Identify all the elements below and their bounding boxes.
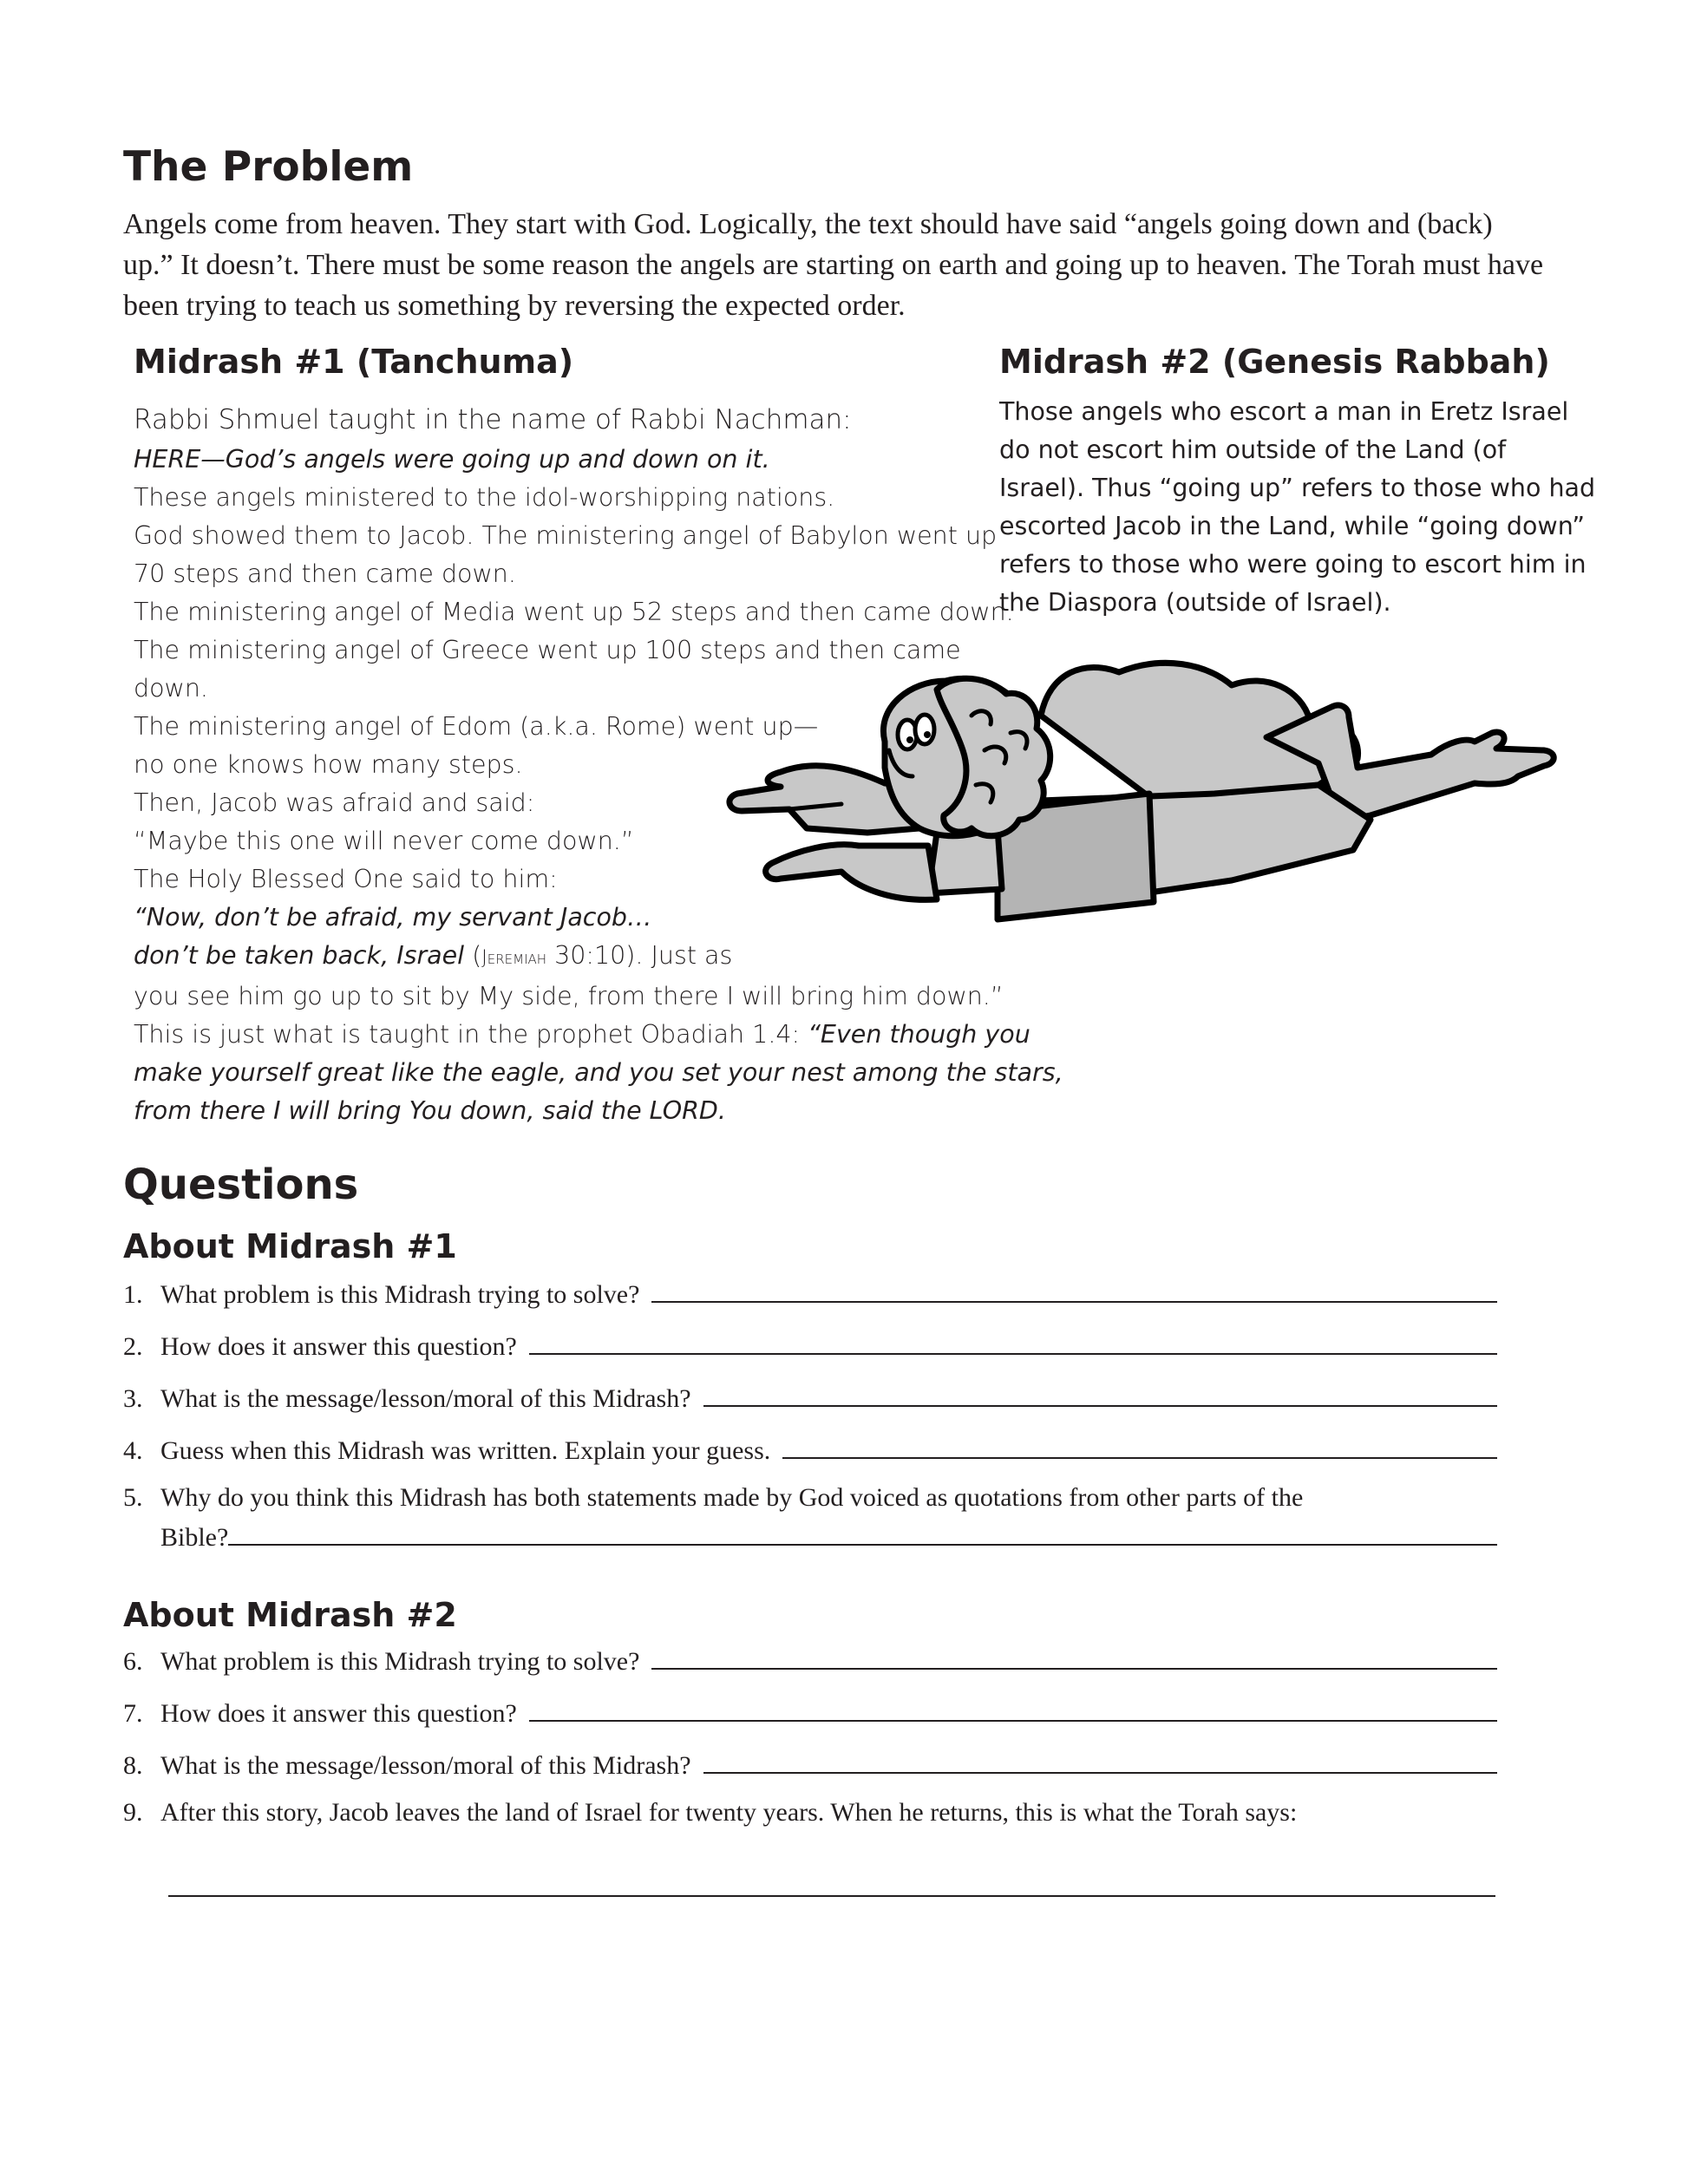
answer-line[interactable] — [228, 1518, 1497, 1546]
question-text: How does it answer this question? — [160, 1699, 517, 1728]
question-list-1 — [123, 1275, 1497, 1553]
answer-line[interactable] — [703, 1746, 1497, 1774]
midrash-1-line: Then, Jacob was afraid and said: — [134, 788, 535, 817]
midrash-1-line: The ministering angel of Media went up 52 steps and then came down. — [134, 598, 1014, 626]
midrash-2-line: refers to those who were going to escort him in — [999, 550, 1587, 579]
midrash-1-line: The ministering angel of Greece went up 100 steps and then came — [134, 636, 961, 664]
midrash-1-line — [134, 1016, 1030, 1054]
midrash-1-line: make yourself great like the eagle, and you set your nest among the stars, — [134, 1058, 1063, 1087]
question-2 — [123, 1327, 1497, 1379]
hand-lower — [766, 845, 937, 900]
midrash-1-line: no one knows how many steps. — [134, 750, 523, 779]
question-8 — [123, 1746, 1497, 1798]
citation-book: Jeremiah — [481, 947, 547, 969]
midrash-1-quote: don’t be taken back, Israel — [134, 941, 465, 970]
question-9 — [123, 1798, 1497, 1850]
midrash-2-line: escorted Jacob in the Land, while “going down” — [999, 512, 1586, 540]
question-text-continued: Bible? — [160, 1523, 229, 1552]
answer-line[interactable] — [529, 1694, 1497, 1722]
flying-angel-illustration — [711, 655, 1605, 984]
question-number: 4. — [123, 1436, 143, 1465]
question-number: 1. — [123, 1280, 143, 1309]
question-text: Why do you think this Midrash has both statements made by God voiced as quotations from other parts of the — [160, 1483, 1304, 1512]
midrash-2-line: the Diaspora (outside of Israel). — [999, 588, 1391, 617]
question-text: What is the message/lesson/moral of this Midrash? — [160, 1384, 691, 1413]
question-text: What is the message/lesson/moral of this Midrash? — [160, 1751, 691, 1780]
answer-line[interactable] — [529, 1327, 1497, 1355]
question-number: 7. — [123, 1699, 143, 1728]
midrash-1-line: The Holy Blessed One said to him: — [134, 865, 558, 893]
eye-right — [915, 715, 934, 744]
answer-line[interactable] — [168, 1895, 1495, 1897]
midrash-1-citation-rest: 30:10). Just as — [546, 941, 733, 970]
question-number: 3. — [123, 1384, 143, 1413]
question-3 — [123, 1379, 1497, 1431]
questions-heading: Questions — [123, 1161, 359, 1209]
midrash-1-paren: ( — [464, 941, 482, 970]
midrash-1-line: 70 steps and then came down. — [134, 559, 516, 588]
answer-line[interactable] — [651, 1275, 1497, 1303]
midrash-2-line: do not escort him outside of the Land (of — [999, 435, 1507, 464]
midrash-1-line: “Maybe this one will never come down.” — [134, 827, 634, 855]
midrash-1-line: These angels ministered to the idol-worshipping nations. — [134, 483, 835, 512]
midrash-1-line: down. — [134, 674, 208, 703]
answer-line[interactable] — [651, 1642, 1497, 1670]
question-text: What problem is this Midrash trying to solve? — [160, 1280, 640, 1309]
problem-paragraph: Angels come from heaven. They start with God. Logically, the text should have said “angels going down and (back) up.” It doesn’t. There must be some reason the angels are starting on earth and going up to heaven. The Torah must have been trying to teach us something by reversing the expected order. — [123, 208, 1544, 322]
question-list-2 — [123, 1642, 1497, 1850]
question-number: 9. — [123, 1798, 143, 1827]
question-number: 2. — [123, 1332, 143, 1361]
question-number: 5. — [123, 1483, 143, 1512]
pupil-right — [924, 731, 931, 738]
midrash-1-line: Rabbi Shmuel taught in the name of Rabbi Nachman: — [134, 404, 852, 435]
midrash-1-line: HERE—God’s angels were going up and down on it. — [134, 445, 770, 474]
midrash-2-heading: Midrash #2 (Genesis Rabbah) — [999, 343, 1550, 381]
midrash-1-quote: “Even though you — [808, 1020, 1030, 1049]
midrash-2-text — [999, 393, 1596, 622]
midrash-2-line: Those angels who escort a man in Eretz Israel — [999, 397, 1569, 426]
about-midrash-2-heading: About Midrash #2 — [123, 1596, 457, 1634]
about-midrash-1-heading: About Midrash #1 — [123, 1227, 457, 1265]
problem-heading: The Problem — [123, 143, 414, 191]
midrash-1-line: from there I will bring You down, said the LORD. — [134, 1096, 726, 1125]
midrash-1-line: you see him go up to sit by My side, from there I will bring him down.” — [134, 982, 1004, 1010]
answer-line[interactable] — [782, 1431, 1497, 1459]
question-number: 6. — [123, 1647, 143, 1676]
question-text: After this story, Jacob leaves the land of Israel for twenty years. When he returns, this is what the Torah says: — [160, 1798, 1298, 1827]
midrash-1-line: “Now, don’t be afraid, my servant Jacob… — [134, 903, 652, 932]
midrash-2-line: Israel). Thus “going up” refers to those who had — [999, 474, 1596, 502]
midrash-1-plain: This is just what is taught in the prophet Obadiah 1.4: — [134, 1020, 808, 1049]
question-text: What problem is this Midrash trying to solve? — [160, 1647, 640, 1676]
midrash-1-line: God showed them to Jacob. The ministering angel of Babylon went up — [134, 521, 998, 550]
question-text: Guess when this Midrash was written. Explain your guess. — [160, 1436, 771, 1465]
midrash-1-heading: Midrash #1 (Tanchuma) — [134, 343, 574, 381]
question-text: How does it answer this question? — [160, 1332, 517, 1361]
answer-line[interactable] — [703, 1379, 1497, 1407]
midrash-1-line: The ministering angel of Edom (a.k.a. Rome) went up— — [134, 712, 819, 741]
question-4 — [123, 1431, 1497, 1483]
question-1 — [123, 1275, 1497, 1327]
question-6 — [123, 1642, 1497, 1694]
question-7 — [123, 1694, 1497, 1746]
pupil-left — [906, 736, 913, 743]
question-number: 8. — [123, 1751, 143, 1780]
question-5 — [123, 1483, 1497, 1553]
